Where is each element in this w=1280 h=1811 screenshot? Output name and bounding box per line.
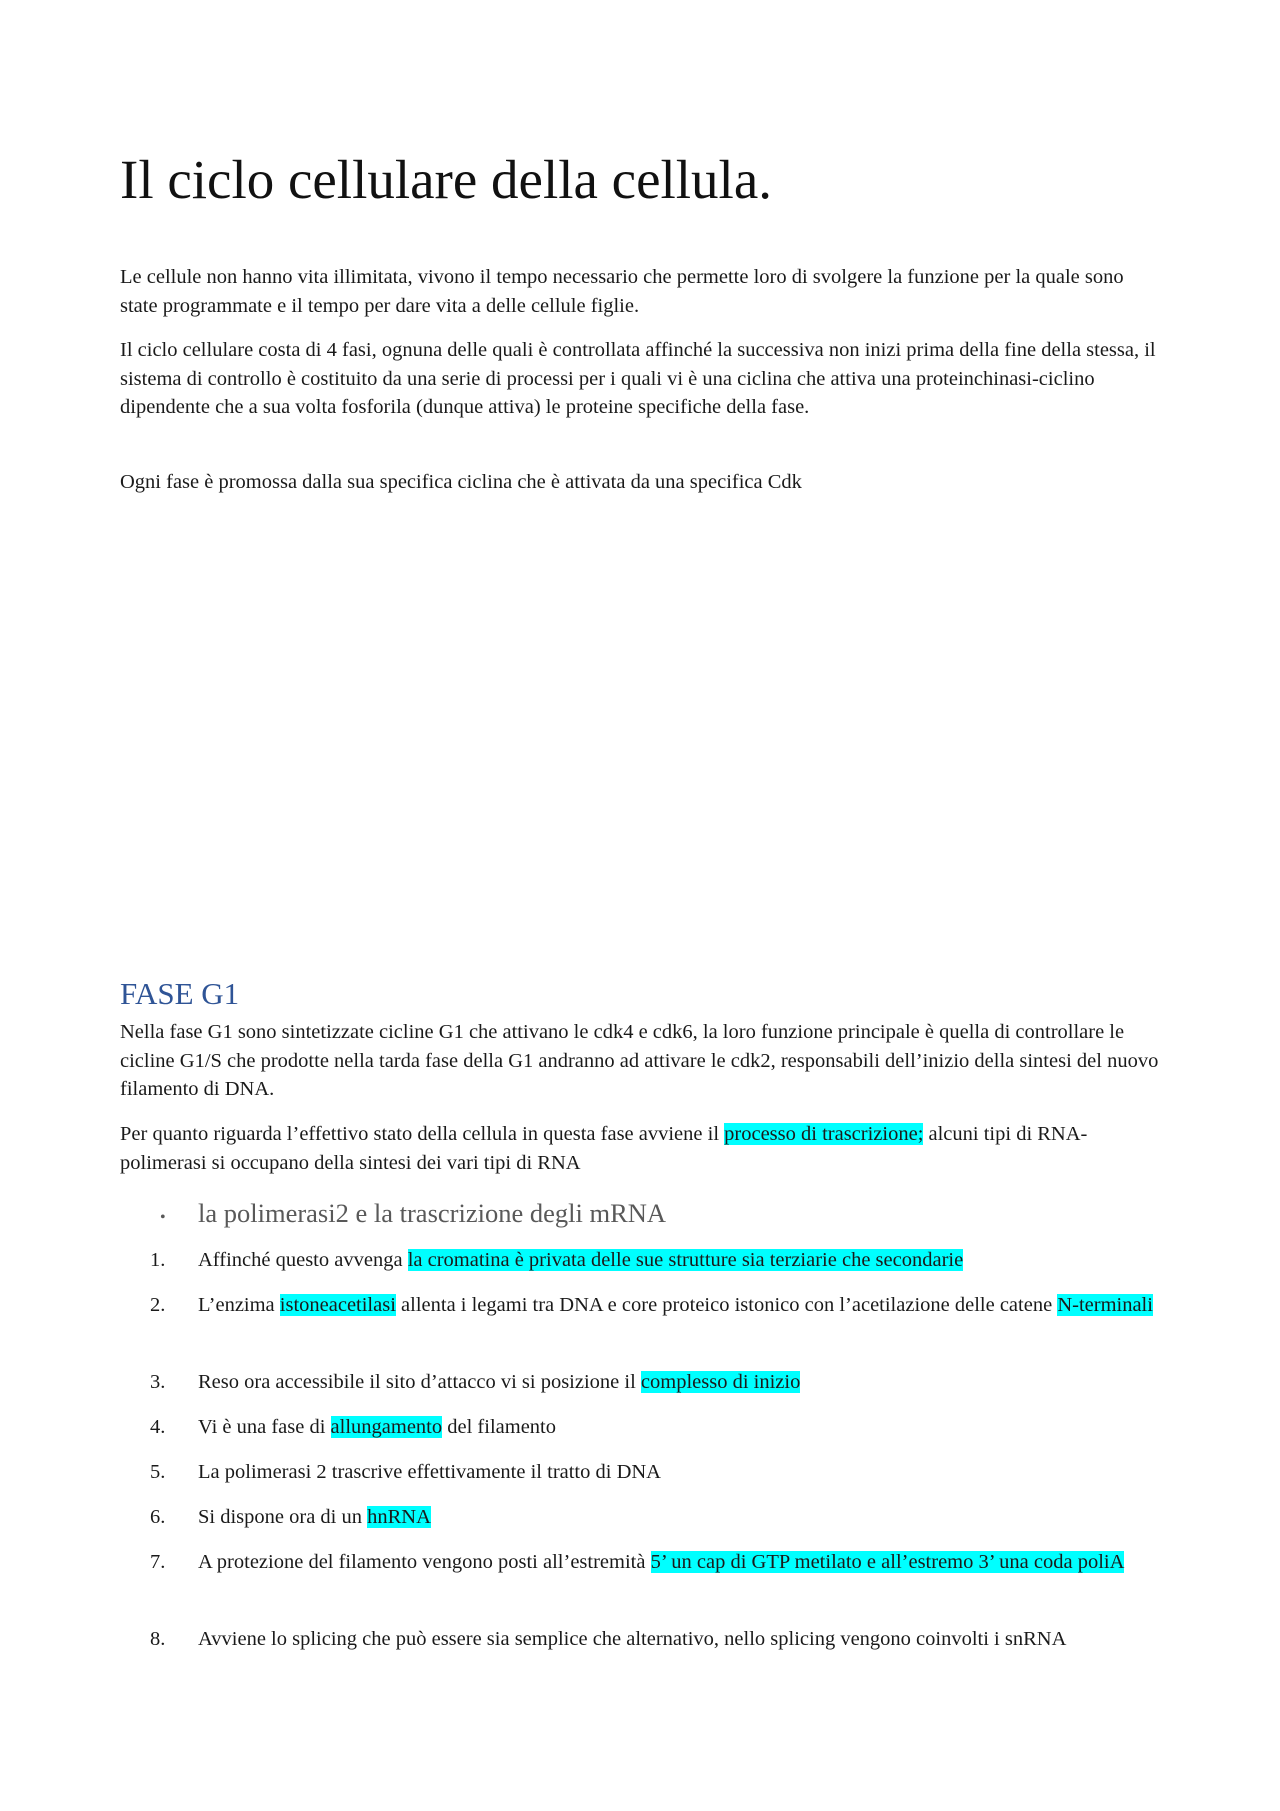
highlighted-text: allungamento [330,1416,443,1438]
list-text: La polimerasi 2 trascrive effettivamente il tratto di DNA [198,1461,661,1483]
highlighted-text: hnRNA [367,1506,431,1528]
list-text-part: L’enzima [198,1294,280,1316]
list-item [150,1246,1160,1275]
list-number: 8. [150,1628,166,1650]
section-heading: FASE G1 [120,976,240,1011]
list-text [198,1291,1160,1320]
list-text-part: del filamento [442,1416,556,1438]
list-item [150,1458,1160,1487]
list-number: 1. [150,1249,166,1271]
highlighted-text: N-terminali [1057,1294,1153,1316]
list-number: 6. [150,1506,166,1528]
list-item [150,1503,1160,1532]
list-text [198,1548,1160,1577]
list-item [150,1368,1160,1397]
list-text [198,1503,1160,1532]
list-number: 2. [150,1294,166,1316]
list-item [150,1413,1160,1442]
highlighted-text: la cromatina è privata delle sue strutture sia terziarie che secondarie [407,1249,964,1271]
bullet-icon: • [160,1209,166,1226]
highlighted-text: complesso di inizio [640,1371,801,1393]
section-paragraph-2 [120,1120,1160,1177]
list-number: 5. [150,1461,166,1483]
list-item [150,1548,1160,1577]
list-text [198,1246,1160,1275]
intro-paragraph-1: Le cellule non hanno vita illimitata, vivono il tempo necessario che permette loro di svolgere la funzione per la quale sono state programmate e il tempo per dare vita a delle cellule figlie. [120,266,1124,317]
highlighted-text: processo di trascrizione; [724,1123,924,1145]
list-text-part: Reso ora accessibile il sito d’attacco vi si posizione il [198,1371,641,1393]
list-text [198,1413,1160,1442]
list-text-part: A protezione del filamento vengono posti all’estremità [198,1551,651,1573]
list-item [150,1291,1160,1320]
list-number: 4. [150,1416,166,1438]
intro-paragraph-3: Ogni fase è promossa dalla sua specifica ciclina che è attivata da una specifica Cdk [120,471,802,493]
bullet-text: la polimerasi2 e la trascrizione degli mRNA [198,1198,667,1228]
page-title: Il ciclo cellulare della cellula. [120,149,772,210]
paragraph-text: alcuni tipi di RNA-polimerasi si occupano della sintesi dei vari tipi di RNA [120,1123,1088,1174]
section-paragraph-1: Nella fase G1 sono sintetizzate cicline G1 che attivano le cdk4 e cdk6, la loro funzione principale è quella di controllare le cicline G1/S che prodotte nella tarda fase della G1 andranno ad attivare le cdk2, responsabili dell’inizio della sintesi del nuovo filamento di DNA. [120,1021,1159,1100]
highlighted-text: 5’ un cap di GTP metilato e all’estremo 3’ una coda poliA [650,1551,1125,1573]
highlighted-text: istoneacetilasi [279,1294,396,1316]
list-text-part: Vi è una fase di [198,1416,331,1438]
list-number: 3. [150,1371,166,1393]
list-text [198,1368,1160,1397]
paragraph-text: Per quanto riguarda l’effettivo stato della cellula in questa fase avviene il [120,1123,725,1145]
list-text: Avviene lo splicing che può essere sia semplice che alternativo, nello splicing vengono coinvolti i snRNA [198,1628,1067,1650]
list-item [150,1625,1160,1654]
list-text-part: Affinché questo avvenga [198,1249,408,1271]
list-number: 7. [150,1551,166,1573]
intro-paragraph-2: Il ciclo cellulare costa di 4 fasi, ognuna delle quali è controllata affinché la successiva non inizi prima della fine della stessa, il sistema di controllo è costituito da una serie di processi per i quali vi è una ciclina che attiva una proteinchinasi-ciclino dipendente che a sua volta fosforila (dunque attiva) le proteine specifiche della fase. [120,339,1156,418]
bullet-item [150,1198,666,1229]
list-text-part: Si dispone ora di un [198,1506,368,1528]
list-text-part: allenta i legami tra DNA e core proteico istonico con l’acetilazione delle catene [395,1294,1058,1316]
